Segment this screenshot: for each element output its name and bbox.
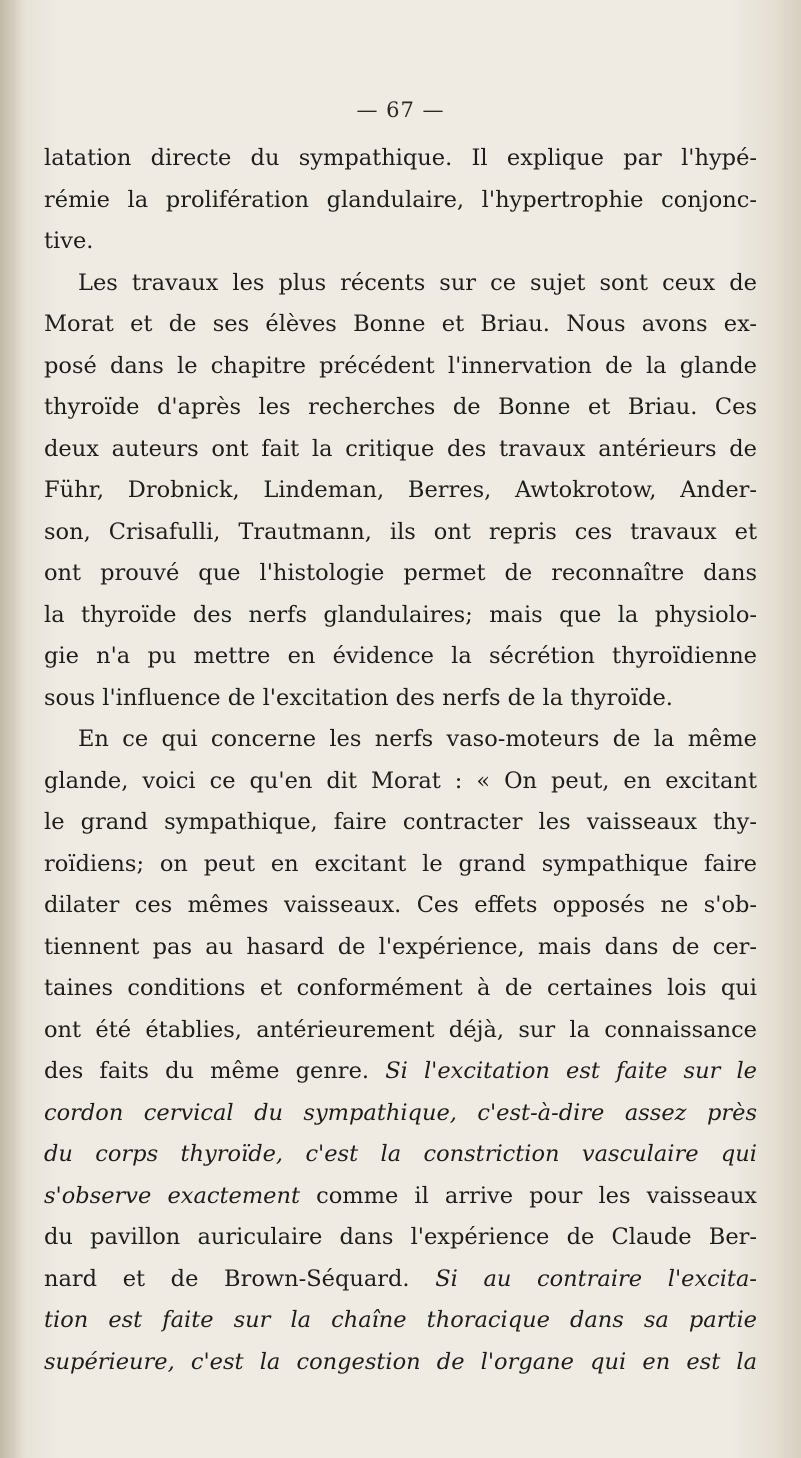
text-line-mixed: [44, 1051, 757, 1093]
text-line-mixed: [44, 1217, 757, 1259]
text-line: ont prouvé que l'histologie permet de reconnaître dans: [44, 560, 757, 586]
italic-text: du corps thyroïde, c'est la constriction vasculaire qui: [44, 1141, 757, 1167]
italic-text: s'observe exactement: [44, 1182, 301, 1209]
italic-text: cordon cervical du sympathique, c'est-à-dire assez près: [44, 1099, 757, 1126]
text-line-mixed: [44, 1259, 757, 1301]
text-line: dilater ces mêmes vaisseaux. Ces effets opposés ne s'ob-: [44, 892, 757, 918]
text-line: ont été établies, antérieurement déjà, sur la connaissance: [44, 1016, 757, 1043]
plain-text: des faits du même genre.: [44, 1058, 386, 1084]
text-line: sous l'influence de l'excitation des nerfs de la thyroïde.: [44, 684, 673, 711]
italic-text: tion est faite sur la chaîne thoracique dans sa partie: [44, 1307, 757, 1333]
italic-text: supérieure, c'est la congestion de l'organe qui en est la: [44, 1348, 757, 1375]
text-line: le grand sympathique, faire contracter les vaisseaux thy-: [44, 809, 757, 835]
italic-text: Si au contraire l'excita-: [435, 1265, 757, 1292]
text-line: deux auteurs ont fait la critique des travaux antérieurs de: [44, 435, 757, 462]
text-line: thyroïde d'après les recherches de Bonne et Briau. Ces: [44, 394, 757, 420]
text-line: En ce qui concerne les nerfs vaso-moteurs de la même: [78, 726, 757, 752]
text-line: roïdiens; on peut en excitant le grand sympathique faire: [44, 850, 757, 877]
page-edge-shadow: [0, 0, 26, 1458]
text-line-mixed: [44, 1300, 757, 1342]
text-line: Morat et de ses élèves Bonne et Briau. Nous avons ex-: [44, 311, 757, 337]
text-line: latation directe du sympathique. Il explique par l'hypé-: [44, 145, 757, 171]
text-line-mixed: [44, 1134, 757, 1176]
text-line: gie n'a pu mettre en évidence la sécrétion thyroïdienne: [44, 643, 757, 669]
text-line: la thyroïde des nerfs glandulaires; mais que la physiolo-: [44, 601, 757, 628]
text-line-mixed: [44, 1342, 757, 1384]
text-line: rémie la prolifération glandulaire, l'hypertrophie conjonc-: [44, 186, 757, 213]
text-line: Les travaux les plus récents sur ce sujet sont ceux de: [78, 269, 757, 296]
text-line: son, Crisafulli, Trautmann, ils ont repris ces travaux et: [44, 518, 757, 545]
text-line: tiennent pas au hasard de l'expérience, mais dans de cer-: [44, 933, 757, 960]
body-text: [44, 138, 757, 1383]
italic-text: Si l'excitation est faite sur le: [385, 1058, 757, 1084]
text-line: glande, voici ce qu'en dit Morat : « On peut, en excitant: [44, 767, 757, 794]
text-line: posé dans le chapitre précédent l'innervation de la glande: [44, 352, 757, 379]
text-line: Führ, Drobnick, Lindeman, Berres, Awtokrotow, Ander-: [44, 477, 757, 503]
plain-text: nard et de Brown-Séquard.: [44, 1265, 436, 1292]
text-line: tive.: [44, 228, 94, 254]
plain-text: du pavillon auriculaire dans l'expérience de Claude Ber-: [44, 1224, 757, 1250]
text-line: taines conditions et conformément à de certaines lois qui: [44, 975, 757, 1001]
text-line-mixed: [44, 1093, 757, 1135]
page-number: — 67 —: [356, 98, 445, 122]
text-line-mixed: [44, 1176, 757, 1218]
plain-text: comme il arrive pour les vaisseaux: [300, 1182, 757, 1209]
